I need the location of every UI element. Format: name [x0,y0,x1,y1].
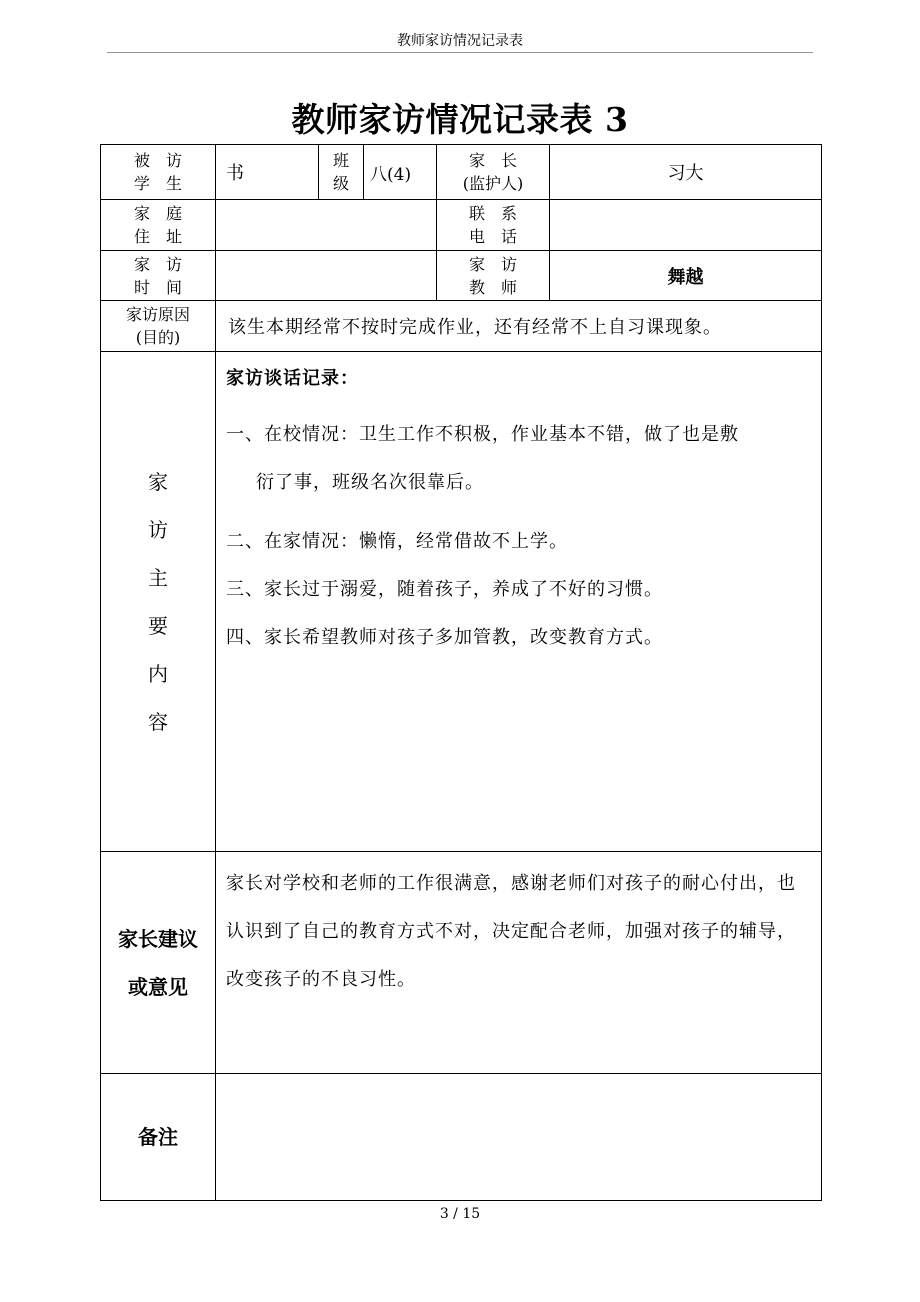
home-visit-form-table [100,144,822,1201]
table-row-student [101,145,822,200]
student-label: 被 访 学 生 [101,145,216,200]
remarks-value [216,1074,822,1201]
visit-teacher-label: 家 访 教 师 [437,251,550,301]
table-row-reason [101,301,822,352]
remarks-label: 备注 [101,1074,216,1201]
page-number: 3 / 15 [439,1206,481,1222]
content-heading: 家访谈话记录： [226,368,359,389]
content-item-2: 二、在家情况：懒惰，经常借故不上学。 [226,531,568,552]
table-row-content [101,352,822,852]
content-label: 家 访 主 要 内 容 [101,352,216,852]
visit-time-label: 家 访 时 间 [101,251,216,301]
content-item-4: 四、家长希望教师对孩子多加管教，改变教育方式。 [226,627,663,648]
phone-value [550,200,822,251]
reason-value: 该生本期经常不按时完成作业，还有经常不上自习课现象。 [216,301,822,352]
address-label: 家 庭 住 址 [101,200,216,251]
reason-label: 家访原因 (目的) [101,301,216,352]
guardian-label: 家 长 (监护人) [437,145,550,200]
suggestion-label: 家长建议 或意见 [101,852,216,1074]
content-item-1-line-2: 衍了事，班级名次很靠后。 [256,472,484,493]
student-value: 书 [216,145,319,200]
content-item-3: 三、家长过于溺爱，随着孩子，养成了不好的习惯。 [226,579,663,600]
content-value [216,352,822,852]
table-row-remarks [101,1074,822,1201]
visit-teacher-value: 舞越 [550,251,822,301]
class-label: 班 级 [319,145,364,200]
visit-time-value [216,251,437,301]
suggestion-value: 家长对学校和老师的工作很满意，感谢老师们对孩子的耐心付出，也认识到了自己的教育方式不对，决定配合老师，加强对孩子的辅导，改变孩子的不良习性。 [216,852,822,1074]
document-title: 教师家访情况记录表 3 [291,100,629,139]
table-row-suggestion [101,852,822,1074]
class-value: 八(4) [364,145,437,200]
address-value [216,200,437,251]
page-header: 教师家访情况记录表 [107,30,813,53]
table-row-visit-time [101,251,822,301]
phone-label: 联 系 电 话 [437,200,550,251]
guardian-value: 习大 [550,145,822,200]
table-row-address [101,200,822,251]
content-item-1-line-1: 一、在校情况：卫生工作不积极，作业基本不错，做了也是敷 [226,424,739,445]
